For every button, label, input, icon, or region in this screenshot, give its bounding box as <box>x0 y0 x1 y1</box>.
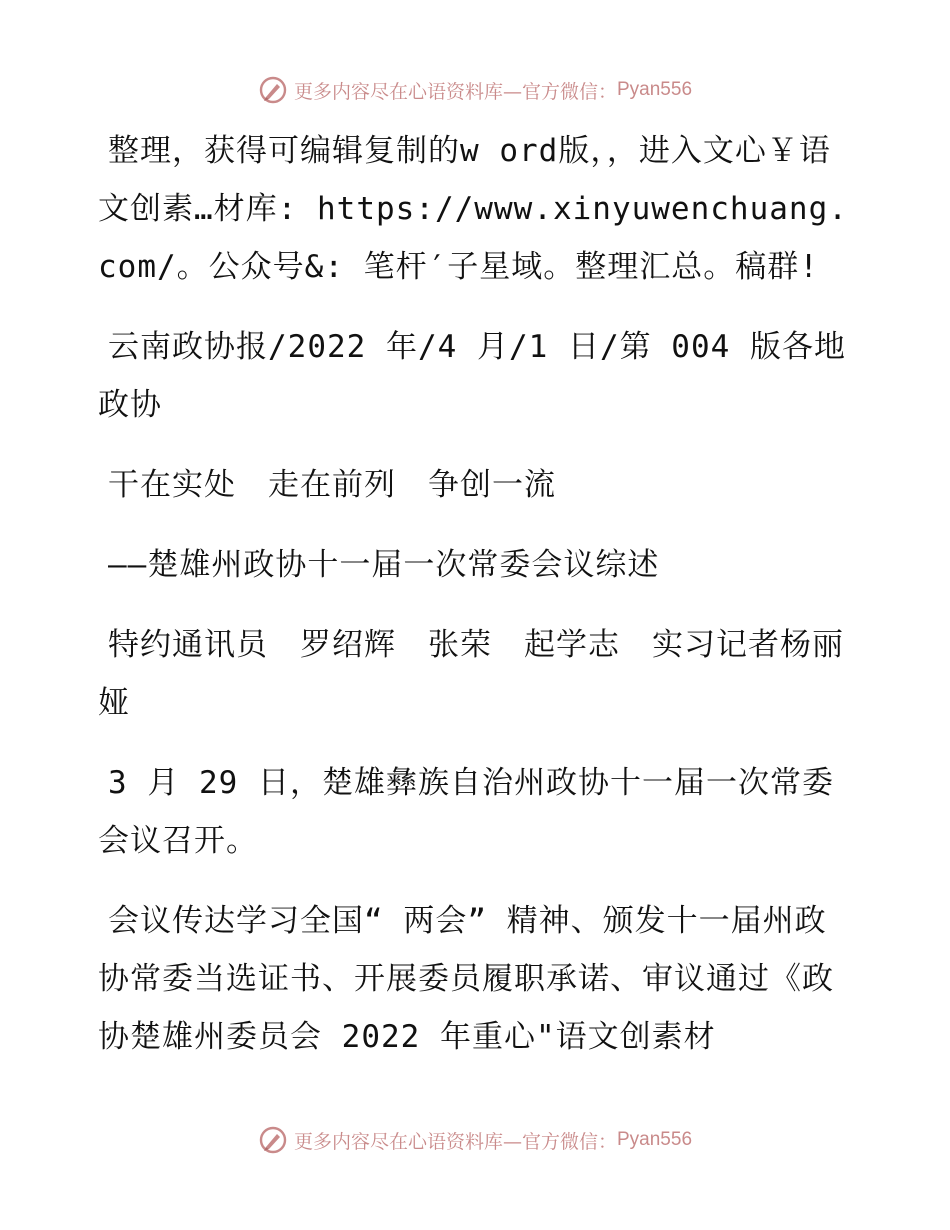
document-body <box>98 122 850 1088</box>
article-subtitle: ——楚雄州政协十一届一次常委会议综述 <box>108 547 660 583</box>
article-title: 干在实处 走在前列 争创一流 <box>108 467 556 503</box>
byline: 特约通讯员 罗绍辉 张荣 起学志 实习记者杨丽娅 <box>98 627 844 721</box>
watermark-handle: Pyan556 <box>617 1129 693 1150</box>
body-paragraph: 3 月 29 日，楚雄彝族自治州政协十一届一次常委会议召开。 <box>98 765 834 859</box>
intro-paragraph: 整理，获得可编辑复制的w ord版，，进入文心￥语文创素…材库: https://www.xinyuwenchuang.com/。公众号&: 笔杆′子星域。整理汇总。稿群! <box>98 133 848 285</box>
watermark-text: 更多内容尽在心语资料库—官方微信： <box>293 1130 617 1153</box>
watermark-text: 更多内容尽在心语资料库—官方微信： <box>293 80 617 103</box>
watermark-footer <box>0 1120 950 1160</box>
source-line: 云南政协报/2022 年/4 月/1 日/第 004 版各地政协 <box>98 329 846 423</box>
pen-logo-icon <box>258 1125 288 1155</box>
watermark-header <box>0 70 950 110</box>
watermark-handle: Pyan556 <box>617 79 693 100</box>
pen-logo-icon <box>258 75 288 105</box>
body-paragraph: 会议传达学习全国“ 两会” 精神、颁发十一届州政协常委当选证书、开展委员履职承诺、审议通过《政协楚雄州委员会 2022 年重心"语文创素材 <box>98 903 834 1055</box>
